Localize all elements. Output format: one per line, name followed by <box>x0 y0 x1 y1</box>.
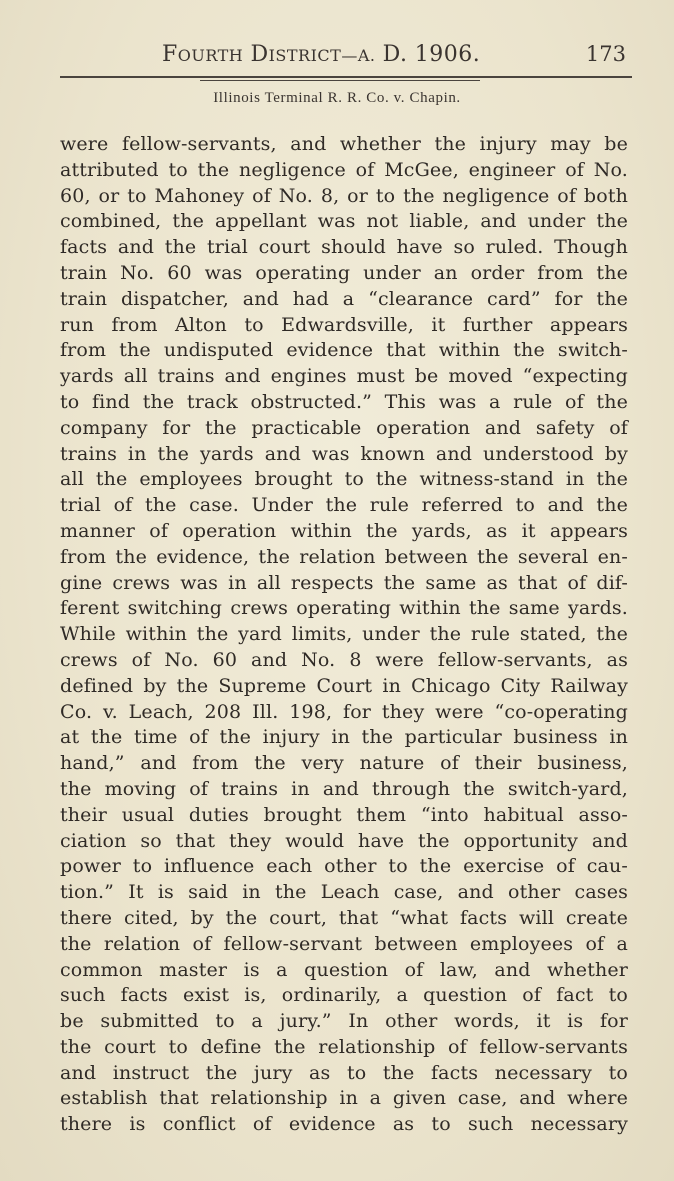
page-number: 173 <box>585 42 626 66</box>
text-line: tion.” It is said in the Leach case, and other cases <box>60 881 628 904</box>
text-line: hand,” and from the very nature of their business, <box>60 752 628 775</box>
text-line: the court to define the relationship of fellow-servants <box>60 1035 628 1058</box>
text-line: ferent switching crews operating within the same yards. <box>60 597 628 620</box>
text-line: be submitted to a jury.” In other words, it is for <box>60 1010 628 1033</box>
text-line: defined by the Supreme Court in Chicago City Railway <box>60 674 628 697</box>
text-line: and instruct the jury as to the facts necessary to <box>60 1061 628 1084</box>
text-line: train No. 60 was operating under an order from the <box>60 261 628 284</box>
header-rule-thin <box>200 80 480 81</box>
text-line: there cited, by the court, that “what facts will create <box>60 906 628 929</box>
text-line: to find the track obstructed.” This was a rule of the <box>60 390 628 413</box>
text-line: common master is a question of law, and whether <box>60 958 628 981</box>
case-caption: Illinois Terminal R. R. Co. v. Chapin. <box>213 90 461 106</box>
text-line: combined, the appellant was not liable, and under the <box>60 210 628 233</box>
text-line: from the evidence, the relation between the several en- <box>60 545 628 568</box>
text-line: there is conflict of evidence as to such necessary <box>60 1113 628 1136</box>
text-line: their usual duties brought them “into habitual asso- <box>60 803 628 826</box>
text-line: at the time of the injury in the particular business in <box>60 726 628 749</box>
text-line: trains in the yards and was known and understood by <box>60 442 628 465</box>
text-line: 60, or to Mahoney of No. 8, or to the negligence of both <box>60 184 628 207</box>
running-head <box>60 40 630 74</box>
text-line: such facts exist is, ordinarily, a question of fact to <box>60 984 628 1007</box>
header-rule <box>60 76 632 78</box>
text-line: train dispatcher, and had a “clearance card” for the <box>60 287 628 310</box>
text-line: establish that relationship in a given case, and where <box>60 1087 628 1110</box>
text-line: all the employees brought to the witness-stand in the <box>60 468 628 491</box>
running-title: FOURTH DISTRICT—A. D. 1906. <box>162 42 481 67</box>
text-line: the moving of trains in and through the switch-yard, <box>60 777 628 800</box>
text-line: While within the yard limits, under the rule stated, the <box>60 623 628 646</box>
text-line: from the undisputed evidence that within the switch- <box>60 339 628 362</box>
text-line: manner of operation within the yards, as it appears <box>60 519 628 542</box>
text-line: power to influence each other to the exercise of cau- <box>60 855 628 878</box>
text-line: yards all trains and engines must be moved “expecting <box>60 365 628 388</box>
text-line: facts and the trial court should have so ruled. Though <box>60 236 628 259</box>
text-line: crews of No. 60 and No. 8 were fellow-servants, as <box>60 648 628 671</box>
body-text <box>60 132 628 1138</box>
text-line: gine crews was in all respects the same as that of dif- <box>60 571 628 594</box>
text-line: company for the practicable operation and safety of <box>60 416 628 439</box>
text-line: were fellow-servants, and whether the injury may be <box>60 133 628 155</box>
text-line: trial of the case. Under the rule referred to and the <box>60 494 628 517</box>
text-line: the relation of fellow-servant between employees of a <box>60 932 628 955</box>
text-line: attributed to the negligence of McGee, engineer of No. <box>60 158 628 181</box>
text-line: run from Alton to Edwardsville, it further appears <box>60 313 628 336</box>
text-line: ciation so that they would have the opportunity and <box>60 829 628 852</box>
text-line: Co. v. Leach, 208 Ill. 198, for they were “co-operating <box>60 700 628 723</box>
